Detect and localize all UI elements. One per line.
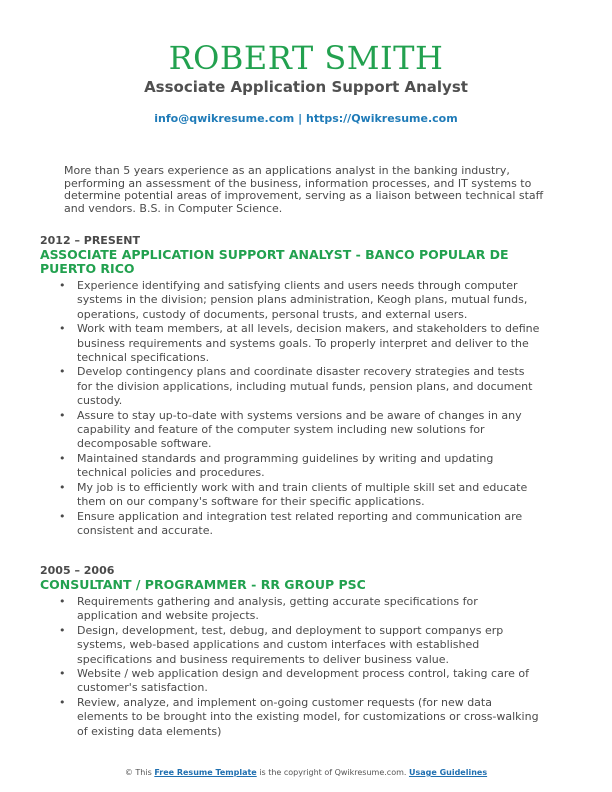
website-link[interactable]: https://Qwikresume.com (305, 112, 458, 125)
job-entry (40, 234, 540, 538)
duty-text: Develop contingency plans and coordinate disaster recovery strategies and tests for the division applications, including mutual funds, pension plans, and document custody. (77, 365, 533, 408)
job-entry (40, 564, 540, 739)
bullet-icon: • (59, 623, 66, 637)
duty-text: Design, development, test, debug, and deployment to support companys erp systems, web-based applications and custom interfaces with established specifications and business requirements to deliver business value. (77, 623, 504, 666)
job-duties-list (40, 279, 540, 538)
contact-line (0, 112, 612, 125)
job-dates: 2005 – 2006 (40, 564, 115, 577)
footer (0, 768, 612, 777)
bullet-icon: • (59, 695, 66, 709)
usage-guidelines-link[interactable]: Usage Guidelines (408, 768, 488, 777)
duty-text: Website / web application design and development process control, taking care of customer's satisfaction. (77, 667, 529, 695)
duty-item (40, 624, 540, 667)
duty-text: Requirements gathering and analysis, getting accurate specifications for application and website projects. (77, 595, 478, 623)
contact-separator: | (298, 112, 303, 125)
duty-item (40, 481, 540, 510)
bullet-icon: • (59, 451, 66, 465)
job-dates: 2012 – PRESENT (40, 234, 140, 247)
duty-text: Ensure application and integration test related reporting and communication are consistent and accurate. (77, 509, 523, 537)
duty-item (40, 696, 540, 739)
duty-item (40, 595, 540, 624)
duty-item (40, 452, 540, 481)
job-title: Associate Application Support Analyst (144, 78, 468, 96)
duty-item (40, 409, 540, 452)
bullet-icon: • (59, 365, 66, 379)
bullet-icon: • (59, 408, 66, 422)
bullet-icon: • (59, 480, 66, 494)
duty-text: Work with team members, at all levels, decision makers, and stakeholders to define business requirements and systems goals. To properly interpret and deliver to the technical specifications. (77, 322, 540, 365)
duty-item (40, 279, 540, 322)
bullet-icon: • (59, 595, 66, 608)
bullet-icon: • (59, 509, 66, 523)
bullet-icon: • (59, 279, 66, 292)
email-link[interactable]: info@qwikresume.com (154, 112, 295, 125)
bullet-icon: • (59, 667, 66, 681)
duty-text: My job is to efficiently work with and train clients of multiple skill set and educate them on our company's software for their specific applications. (77, 480, 528, 509)
free-resume-template-link[interactable]: Free Resume Template (154, 768, 257, 777)
footer-prefix: © This (124, 768, 152, 777)
candidate-name: ROBERT SMITH (168, 39, 444, 77)
duty-text: Review, analyze, and implement on-going customer requests (for new data elements to be brought into the existing model, for customizations or cross-walking of existing data elements) (77, 695, 539, 738)
duty-item (40, 365, 540, 408)
job-duties-list (40, 595, 540, 739)
summary-paragraph: More than 5 years experience as an applications analyst in the banking industry, performing an assessment of the business, information processes, and IT systems to determine potential areas of improvement, serving as a liaison between technical staff and vendors. B.S. in Computer Science. (64, 164, 544, 215)
duty-text: Maintained standards and programming guidelines by writing and updating technical policies and procedures. (77, 451, 494, 480)
bullet-icon: • (59, 322, 66, 336)
job-role: CONSULTANT / PROGRAMMER - RR GROUP PSC (40, 577, 366, 592)
duty-item (40, 322, 540, 365)
duty-text: Assure to stay up-to-date with systems versions and be aware of changes in any capability and feature of the computer system including new solutions for decomposable software. (77, 408, 522, 451)
job-role: ASSOCIATE APPLICATION SUPPORT ANALYST - BANCO POPULAR DE PUERTO RICO (40, 247, 509, 276)
duty-text: Experience identifying and satisfying clients and users needs through computer systems in the division; pension plans administration, Keogh plans, mutual funds, operations, custody of documents, personal trusts, and external users. (77, 279, 528, 321)
duty-item (40, 667, 540, 696)
duty-item (40, 510, 540, 539)
footer-copyright-text: is the copyright of Qwikresume.com. (259, 768, 407, 777)
